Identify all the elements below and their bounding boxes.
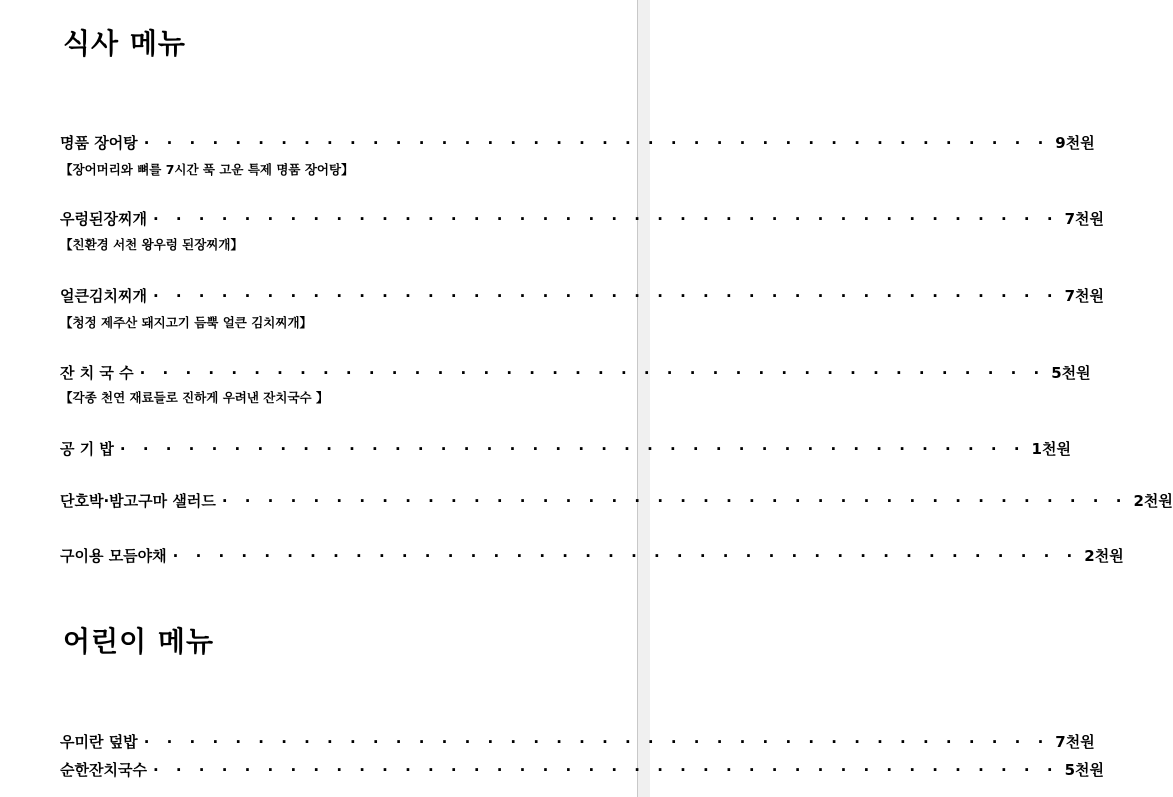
item-price: 2천원	[1084, 547, 1124, 565]
item-name: 잔 치 국 수	[60, 364, 134, 382]
menu-item-mild-noodles	[60, 761, 1104, 779]
menu-item-salad	[60, 492, 1173, 510]
meal-menu-title: 식사 메뉴	[63, 27, 186, 60]
item-price: 7천원	[1064, 210, 1104, 228]
menu-item-rice	[60, 440, 1071, 458]
item-price: 5천원	[1051, 364, 1091, 382]
menu-item-kimchi-stew	[60, 287, 1104, 305]
menu-item-noodles	[60, 364, 1091, 382]
dot-leader: · · · · · · · · · · · · · · · · · · · · · · · · · · · · · · · · · · · · · · · ·	[152, 287, 1059, 305]
item-name: 명품 장어탕	[60, 134, 138, 152]
item-name: 구이용 모듬야채	[60, 547, 167, 565]
dot-leader: · · · · · · · · · · · · · · · · · · · · · · · · · · · · · · · · · · · · · · · ·	[119, 440, 1026, 458]
dot-leader: · · · · · · · · · · · · · · · · · · · · · · · · · · · · · · · · · · · · · · · ·	[143, 733, 1050, 751]
item-description: 【친환경 서천 왕우렁 된장찌개】	[60, 237, 243, 252]
item-price: 1천원	[1031, 440, 1071, 458]
menu-item-rice-bowl	[60, 733, 1095, 751]
item-name: 우미란 덮밥	[60, 733, 138, 751]
item-description: 【각종 천연 재료들로 진하게 우려낸 잔치국수 】	[60, 390, 329, 405]
item-price: 9천원	[1055, 134, 1095, 152]
dot-leader: · · · · · · · · · · · · · · · · · · · · · · · · · · · · · · · · · · · · · · · ·	[143, 134, 1050, 152]
menu-item-eel-soup	[60, 134, 1095, 152]
menu-item-snail-stew	[60, 210, 1104, 228]
page-edge	[637, 0, 650, 797]
item-name: 공 기 밥	[60, 440, 114, 458]
item-price: 2천원	[1133, 492, 1173, 510]
dot-leader: · · · · · · · · · · · · · · · · · · · · · · · · · · · · · · · · · · · · · · · ·	[152, 210, 1059, 228]
item-name: 단호박·밤고구마 샐러드	[60, 492, 216, 510]
dot-leader: · · · · · · · · · · · · · · · · · · · · · · · · · · · · · · · · · · · · · · · ·	[221, 492, 1128, 510]
kids-menu-title: 어린이 메뉴	[63, 625, 214, 658]
item-price: 5천원	[1064, 761, 1104, 779]
dot-leader: · · · · · · · · · · · · · · · · · · · · · · · · · · · · · · · · · · · · · · · ·	[152, 761, 1059, 779]
dot-leader: · · · · · · · · · · · · · · · · · · · · · · · · · · · · · · · · · · · · · · · ·	[139, 364, 1046, 382]
dot-leader: · · · · · · · · · · · · · · · · · · · · · · · · · · · · · · · · · · · · · · · ·	[172, 547, 1079, 565]
item-price: 7천원	[1064, 287, 1104, 305]
item-name: 얼큰김치찌개	[60, 287, 147, 305]
item-name: 우렁된장찌개	[60, 210, 147, 228]
menu-item-vegetables	[60, 547, 1124, 565]
item-name: 순한잔치국수	[60, 761, 147, 779]
item-description: 【청정 제주산 돼지고기 듬뿍 얼큰 김치찌개】	[60, 315, 313, 330]
item-price: 7천원	[1055, 733, 1095, 751]
item-description: 【장어머리와 뼈를 7시간 푹 고운 특제 명품 장어탕】	[60, 162, 354, 177]
